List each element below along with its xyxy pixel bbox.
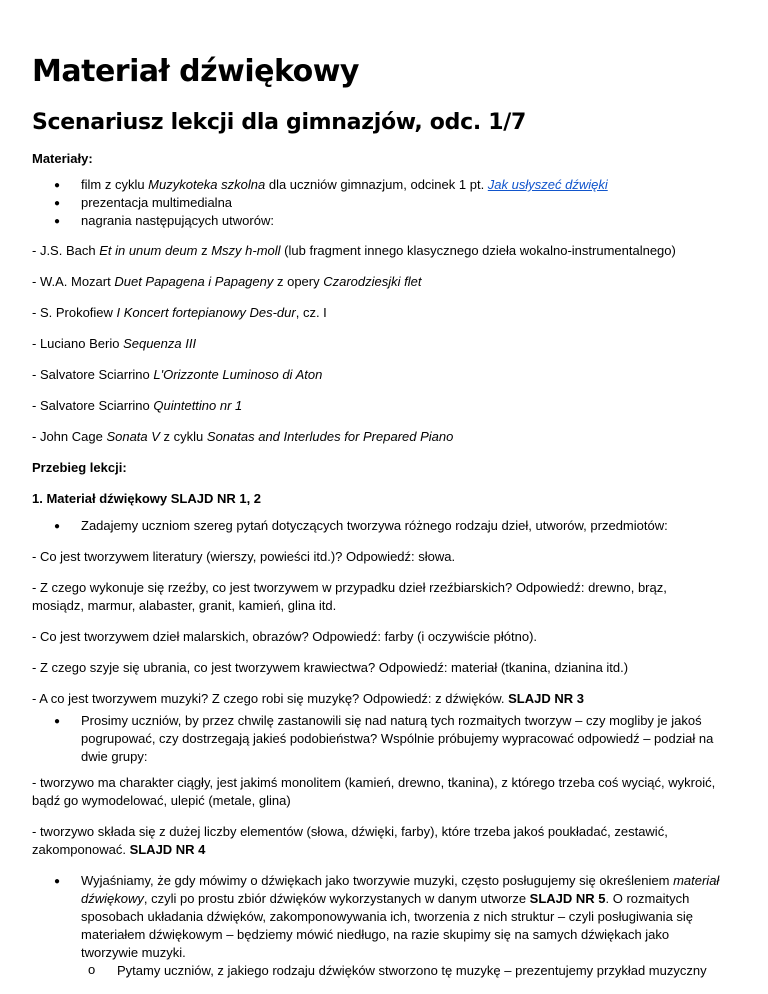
materials-heading: Materiały: (32, 151, 93, 166)
work-item: - J.S. Bach Et in unum deum z Mszy h-moll (lub fragment innego klasycznego dzieła wokalno-instrumentalnego) (32, 243, 676, 258)
materials-item: nagrania następujących utworów: (81, 213, 274, 228)
work-item: - Salvatore Sciarrino L'Orizzonte Luminoso di Aton (32, 367, 323, 382)
qa-paragraph: - A co jest tworzywem muzyki? Z czego robi się muzykę? Odpowiedź: z dźwięków. SLAJD NR 3 (32, 691, 584, 706)
slide-ref: SLAJD NR 5 (529, 891, 606, 906)
work-item: - Salvatore Sciarrino Quintettino nr 1 (32, 398, 243, 413)
document-title: Materiał dźwiękowy (32, 54, 359, 89)
sub-bullet: Pytamy uczniów, z jakiego rodzaju dźwięków stworzono tę muzykę – prezentujemy przykład muzyczny (117, 963, 707, 978)
bullet-icon: ● (54, 716, 61, 727)
work-item: - Luciano Berio Sequenza III (32, 336, 197, 351)
bullet-icon: ● (54, 180, 61, 191)
lesson-bullet: Zadajemy uczniom szereg pytań dotyczących tworzywa różnego rodzaju dzieł, utworów, przedmiotów: (81, 518, 668, 533)
slide-ref: SLAJD NR 3 (508, 691, 584, 706)
qa-paragraph: - Z czego wykonuje się rzeźby, co jest tworzywem w przypadku dzieł rzeźbiarskich? Odpowiedź: drewno, brąz, mosiądz, marmur, alabaster, granit, kamień, glina itd. (32, 580, 667, 613)
circle-bullet-icon: o (88, 962, 96, 977)
work-item: - W.A. Mozart Duet Papagena i Papageny z opery Czarodziesjki flet (32, 274, 422, 289)
document-subtitle: Scenariusz lekcji dla gimnazjów, odc. 1/7 (32, 110, 526, 135)
group-paragraph: - tworzywo składa się z dużej liczby elementów (słowa, dźwięki, farby), które trzeba jakoś poukładać, zestawić, zakomponować. SLAJD NR 4 (32, 824, 668, 857)
work-item: - S. Prokofiew I Koncert fortepianowy Des-dur, cz. I (32, 305, 327, 320)
course-heading: Przebieg lekcji: (32, 460, 127, 475)
bullet-icon: ● (54, 216, 61, 227)
slide-ref: SLAJD NR 4 (129, 842, 206, 857)
lesson-bullet: Prosimy uczniów, by przez chwilę zastanowili się nad naturą tych rozmaitych tworzyw – czy mogliby je jakoś pogrupować, czy dostrzegają jakieś podobieństwa? Wspólnie próbujemy wypracować odpowiedź – podział na dwie grupy: (81, 713, 714, 764)
bullet-icon: ● (54, 198, 61, 209)
film-link[interactable]: Jak usłyszeć dźwięki (487, 177, 608, 192)
bullet-icon: ● (54, 521, 61, 532)
qa-paragraph: - Co jest tworzywem literatury (wierszy, powieści itd.)? Odpowiedź: słowa. (32, 549, 456, 564)
bullet-icon: ● (54, 876, 61, 887)
section-heading: 1. Materiał dźwiękowy SLAJD NR 1, 2 (32, 491, 262, 506)
materials-item: prezentacja multimedialna (81, 195, 233, 210)
qa-paragraph: - Z czego szyje się ubrania, co jest tworzywem krawiectwa? Odpowiedź: materiał (tkanina, dzianina itd.) (32, 660, 629, 675)
work-item: - John Cage Sonata V z cyklu Sonatas and Interludes for Prepared Piano (32, 429, 454, 444)
lesson-bullet: Wyjaśniamy, że gdy mówimy o dźwiękach jako tworzywie muzyki, często posługujemy się określeniem materiał dźwiękowy, czyli po prostu zbiór dźwięków wykorzystanych w danym utworze SLAJD NR 5. O rozmaitych sposobach układania dźwięków, zakomponowywania ich, tworzenia z nich struktur – czyli posługiwania się materiałem dźwiękowym – będziemy mówić niedługo, na razie skupimy się na samych dźwiękach jako tworzywie muzyki. (81, 873, 720, 960)
group-paragraph: - tworzywo ma charakter ciągły, jest jakimś monolitem (kamień, drewno, tkanina), z którego trzeba coś wyciąć, wykroić, bądź go wymodelować, ulepić (metale, glina) (32, 775, 716, 808)
materials-item: film z cyklu Muzykoteka szkolna dla uczniów gimnazjum, odcinek 1 pt. Jak usłyszeć dźwięki (81, 177, 608, 192)
qa-paragraph: - Co jest tworzywem dzieł malarskich, obrazów? Odpowiedź: farby (i oczywiście płótno). (32, 629, 538, 644)
